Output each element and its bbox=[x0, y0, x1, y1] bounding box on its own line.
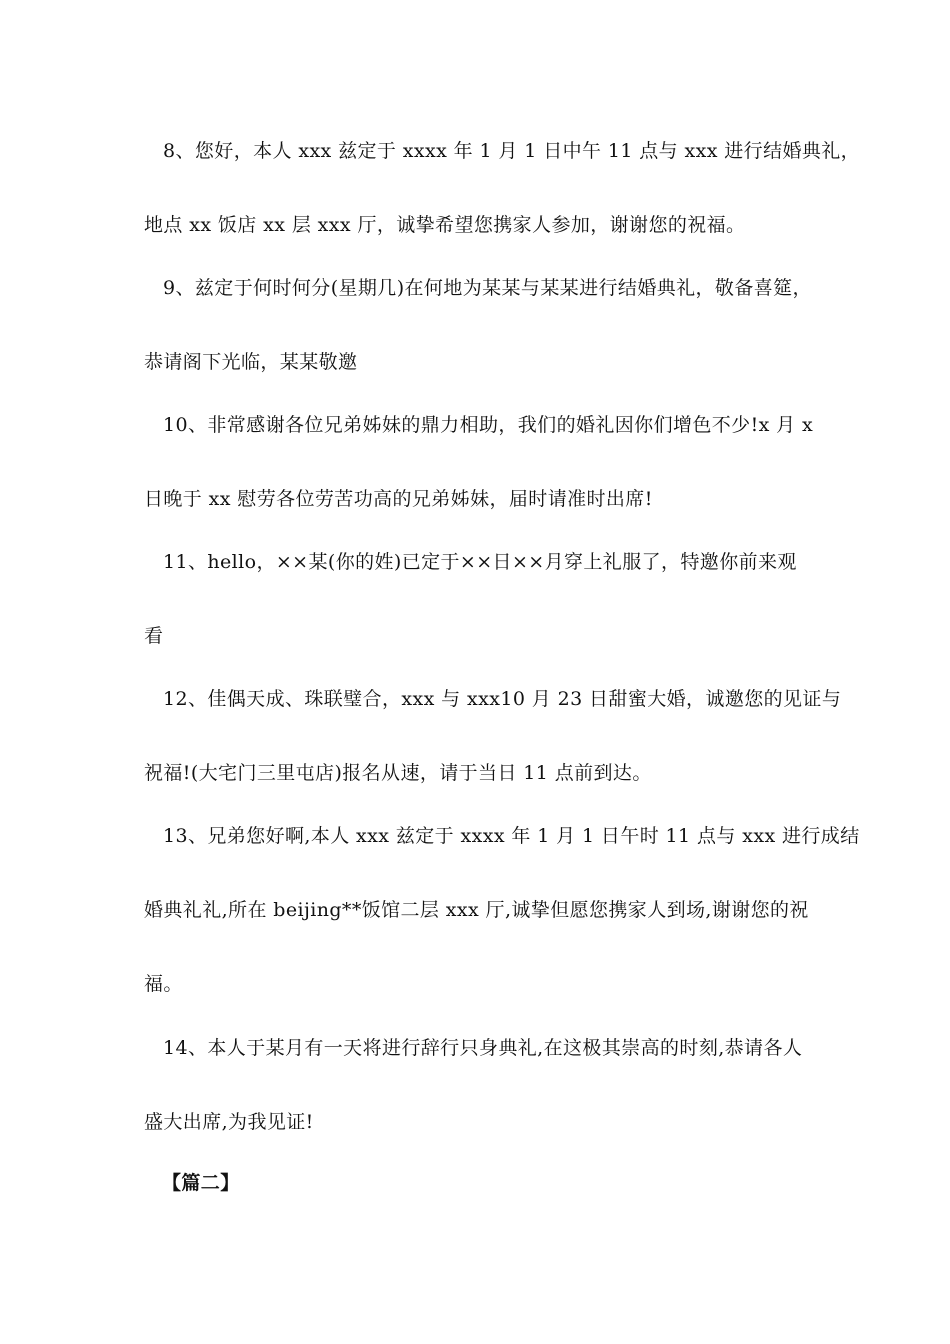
paragraph-14-line-2: 盛大出席,为我见证! bbox=[144, 1111, 314, 1133]
paragraph-10-line-2: 日晚于 xx 慰劳各位劳苦功高的兄弟姊妹，届时请准时出席! bbox=[144, 488, 653, 510]
paragraph-14-line-1: 14、本人于某月有一天将进行辞行只身典礼,在这极其崇高的时刻,恭请各人 bbox=[163, 1037, 803, 1059]
paragraph-8-line-1: 8、您好，本人 xxx 兹定于 xxxx 年 1 月 1 日中午 11 点与 xxx 进行结婚典礼， bbox=[163, 140, 861, 162]
paragraph-9-line-1: 9、兹定于何时何分(星期几)在何地为某某与某某进行结婚典礼，敬备喜筵， bbox=[163, 277, 812, 299]
paragraph-13-line-1: 13、兄弟您好啊,本人 xxx 兹定于 xxxx 年 1 月 1 日午时 11 点与 xxx 进行成结 bbox=[163, 825, 860, 847]
paragraph-11-line-1: 11、hello，××某(你的姓)已定于××日××月穿上礼服了，特邀你前来观 bbox=[163, 551, 797, 573]
paragraph-13-line-2: 婚典礼礼,所在 beijing**饭馆二层 xxx 厅,诚挚但愿您携家人到场,谢谢您的祝 bbox=[144, 899, 809, 921]
section-heading: 【篇二】 bbox=[162, 1172, 240, 1194]
paragraph-12-line-2: 祝福!(大宅门三里屯店)报名从速，请于当日 11 点前到达。 bbox=[144, 762, 652, 784]
paragraph-11-line-2: 看 bbox=[144, 625, 164, 647]
paragraph-9-line-2: 恭请阁下光临，某某敬邀 bbox=[144, 351, 358, 373]
paragraph-13-line-3: 福。 bbox=[144, 973, 183, 995]
paragraph-8-line-2: 地点 xx 饭店 xx 层 xxx 厅，诚挚希望您携家人参加，谢谢您的祝福。 bbox=[144, 214, 746, 236]
paragraph-10-line-1: 10、非常感谢各位兄弟姊妹的鼎力相助，我们的婚礼因你们增色不少!x 月 x bbox=[163, 414, 814, 436]
paragraph-12-line-1: 12、佳偶天成、珠联璧合，xxx 与 xxx10 月 23 日甜蜜大婚，诚邀您的见证与 bbox=[163, 688, 842, 710]
